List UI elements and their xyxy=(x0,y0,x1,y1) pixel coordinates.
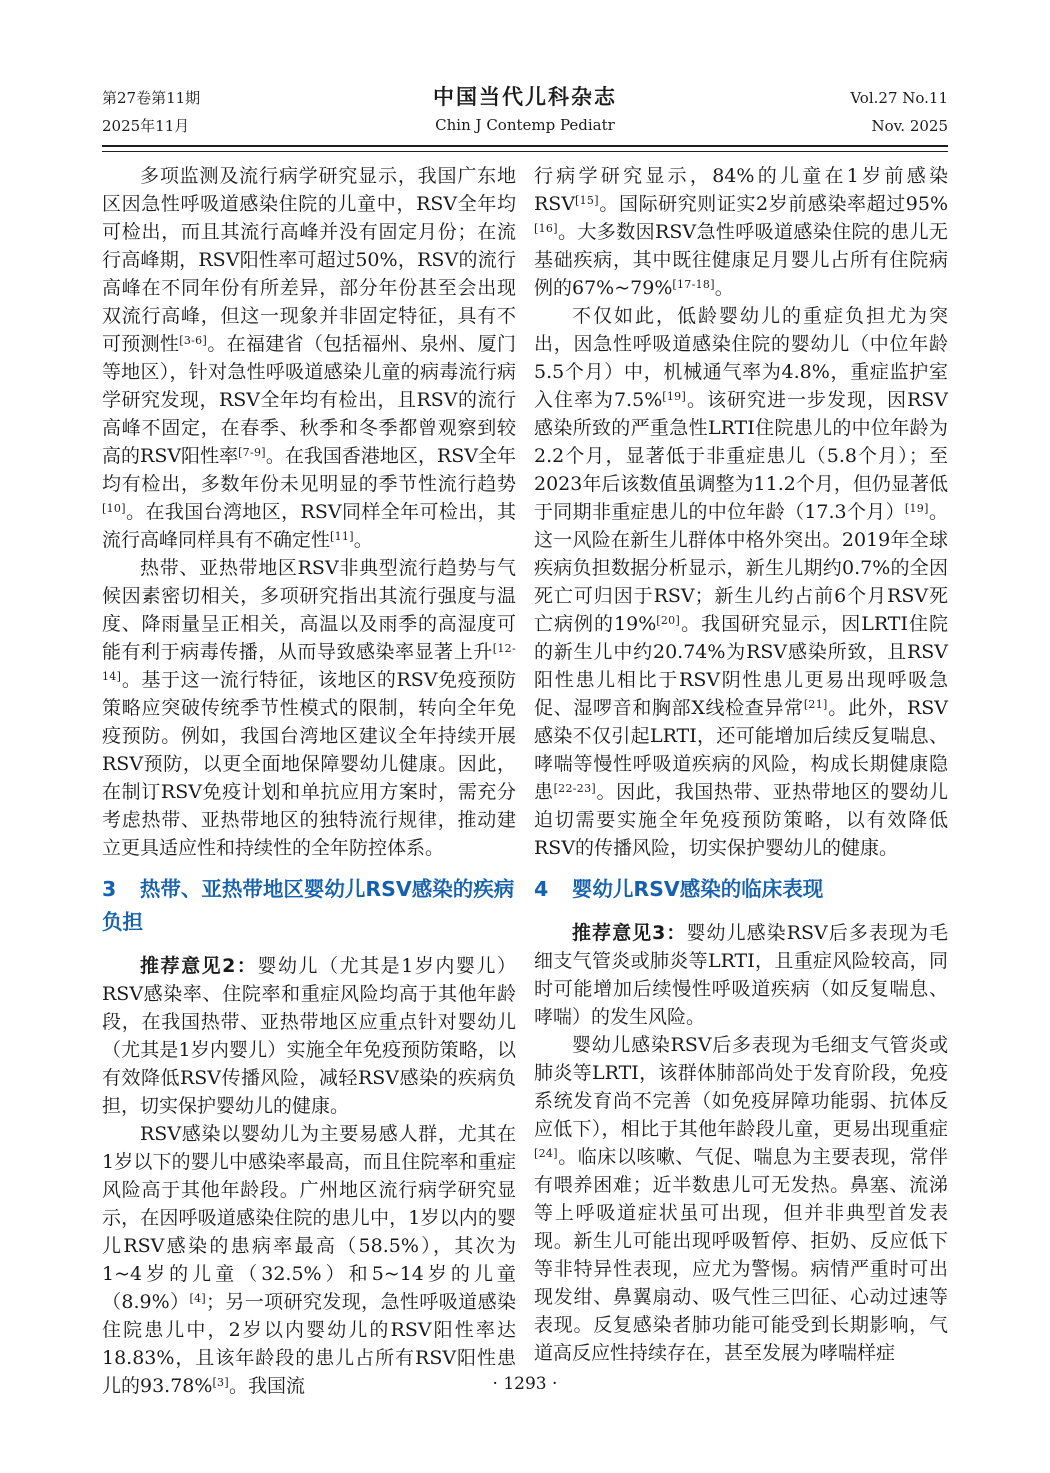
journal-title-en: Chin J Contemp Pediatr xyxy=(435,116,615,134)
paragraph: 不仅如此，低龄婴幼儿的重症负担尤为突出，因急性呼吸道感染住院的婴幼儿（中位年龄5.5个月）中，机械通气率为4.8%，重症监护室入住率为7.5%[19]。该研究进一步发现，因RSV感染所致的严重急性LRTI住院患儿的中位年龄为2.2个月，显著低于非重症患儿（5.8个月）；至2023年后该数值虽调整为11.2个月，但仍显著低于同期非重症患儿的中位年龄（17.3个月）[19]。这一风险在新生儿群体中格外突出。2019年全球疾病负担数据分析显示，新生儿期约0.7%的全因死亡可归因于RSV；新生儿约占前6个月RSV死亡病例的19%[20]。我国研究显示，因LRTI住院的新生儿中约20.74%为RSV感染所致，且RSV阳性患儿相比于RSV阴性患儿更易出现呼吸急促、湿啰音和胸部X线检查异常[21]。此外，RSV感染不仅引起LRTI，还可能增加后续反复喘息、哮喘等慢性呼吸道疾病的风险，构成长期健康隐患[22-23]。因此，我国热带、亚热带地区的婴幼儿迫切需要实施全年免疫预防策略，以有效降低RSV的传播风险，切实保护婴幼儿的健康。 xyxy=(534,304,948,859)
reference-superscript: [17-18] xyxy=(672,277,715,291)
reference-superscript: [16] xyxy=(534,221,558,235)
section-heading: 4 婴幼儿RSV感染的临床表现 xyxy=(534,876,824,901)
section-heading: 3 热带、亚热带地区婴幼儿RSV感染的疾病负担 xyxy=(102,876,515,934)
section-number: 3 xyxy=(102,876,117,901)
reference-superscript: [24] xyxy=(534,1146,558,1160)
reference-superscript: [10] xyxy=(102,501,126,515)
header-right-block xyxy=(748,84,948,140)
date-cn: 2025年11月 xyxy=(102,117,190,135)
right-column xyxy=(534,162,948,1400)
header-left-block xyxy=(102,84,302,140)
recommendation-label: 推荐意见2： xyxy=(140,954,258,977)
paragraph: 推荐意见2：婴幼儿（尤其是1岁内婴儿）RSV感染率、住院率和重症风险均高于其他年龄段，在我国热带、亚热带地区应重点针对婴幼儿（尤其是1岁内婴儿）实施全年免疫预防策略，以有效降低RSV传播风险，减轻RSV感染的疾病负担，切实保护婴幼儿的健康。 xyxy=(102,954,516,1117)
paragraph: 推荐意见3：婴幼儿感染RSV后多表现为毛细支气管炎或肺炎等LRTI，且重症风险较高，同时可能增加后续慢性呼吸道疾病（如反复喘息、哮喘）的发生风险。 xyxy=(534,921,948,1028)
reference-superscript: [15] xyxy=(575,193,599,207)
page-number: · 1293 · xyxy=(492,1374,558,1394)
article-body xyxy=(102,162,948,1400)
reference-superscript: [4] xyxy=(189,1291,206,1305)
reference-superscript: [7-9] xyxy=(238,445,266,459)
left-column xyxy=(102,162,516,1400)
reference-superscript: [3-6] xyxy=(179,333,208,347)
paragraph: 婴幼儿感染RSV后多表现为毛细支气管炎或肺炎等LRTI，该群体肺部尚处于发育阶段，免疫系统发育尚不完善（如免疫屏障功能弱、抗体反应低下），相比于其他年龄段儿童，更易出现重症[24]。临床以咳嗽、气促、喘息为主要表现，常伴有喂养困难；近半数患儿可无发热。鼻塞、流涕等上呼吸道症状虽可出现，但并非典型首发表现。新生儿可能出现呼吸暂停、拒奶、反应低下等非特异性表现，应尤为警惕。病情严重时可出现发绀、鼻翼扇动、吸气性三凹征、心动过速等表现。反复感染者肺功能可能受到长期影响，气道高反应性持续存在，甚至发展为哮喘样症 xyxy=(534,1033,948,1364)
journal-title-cn: 中国当代儿科杂志 xyxy=(433,84,617,109)
volume-issue-en: Vol.27 No.11 xyxy=(850,89,948,107)
reference-superscript: [21] xyxy=(803,697,828,711)
section-number: 4 xyxy=(534,876,549,901)
reference-superscript: [20] xyxy=(656,613,681,627)
reference-superscript: [12-14] xyxy=(102,641,516,683)
paragraph: 行病学研究显示，84%的儿童在1岁前感染RSV[15]。国际研究则证实2岁前感染率超过95%[16]。大多数因RSV急性呼吸道感染住院的患儿无基础疾病，其中既往健康足月婴儿占所有住院病例的67%~79%[17-18]。 xyxy=(534,164,948,299)
paragraph: RSV感染以婴幼儿为主要易感人群，尤其在1岁以下的婴儿中感染率最高，而且住院率和重症风险高于其他年龄段。广州地区流行病学研究显示，在因呼吸道感染住院的患儿中，1岁以内的婴儿RSV感染的患病率最高（58.5%），其次为1~4岁的儿童（32.5%）和5~14岁的儿童（8.9%）[4]；另一项研究发现，急性呼吸道感染住院患儿中，2岁以内婴幼儿的RSV阳性率达18.83%，且该年龄段的患儿占所有RSV阳性患儿的93.78%[3]。我国流 xyxy=(102,1122,516,1397)
header-divider-rule xyxy=(102,145,948,152)
reference-superscript: [19] xyxy=(662,389,687,403)
reference-superscript: [19] xyxy=(904,501,929,515)
reference-superscript: [22-23] xyxy=(553,781,596,795)
header-center-block xyxy=(302,84,748,138)
date-en: Nov. 2025 xyxy=(871,117,948,135)
reference-superscript: [3] xyxy=(212,1375,229,1389)
recommendation-label: 推荐意见3： xyxy=(572,921,687,944)
paragraph: 热带、亚热带地区RSV非典型流行趋势与气候因素密切相关，多项研究指出其流行强度与温度、降雨量呈正相关，高温以及雨季的高湿度可能有利于病毒传播，从而导致感染率显著上升[12-14]。基于这一流行特征，该地区的RSV免疫预防策略应突破传统季节性模式的限制，转向全年免疫预防。例如，我国台湾地区建议全年持续开展RSV预防，以更全面地保障婴幼儿健康。因此，在制订RSV免疫计划和单抗应用方案时，需充分考虑热带、亚热带地区的独特流行规律，推动建立更具适应性和持续性的全年防控体系。 xyxy=(102,556,516,859)
page-footer xyxy=(0,1373,1050,1395)
volume-issue-cn: 第27卷第11期 xyxy=(102,89,201,107)
page-header xyxy=(102,0,948,140)
reference-superscript: [11] xyxy=(330,529,354,543)
paragraph: 多项监测及流行病学研究显示，我国广东地区因急性呼吸道感染住院的儿童中，RSV全年均可检出，而且其流行高峰并没有固定月份；在流行高峰期，RSV阳性率可超过50%，RSV的流行高峰在不同年份有所差异，部分年份甚至会出现双流行高峰，但这一现象并非固定特征，具有不可预测性[3-6]。在福建省（包括福州、泉州、厦门等地区），针对急性呼吸道感染儿童的病毒流行病学研究发现，RSV全年均有检出，且RSV的流行高峰不固定，在春季、秋季和冬季都曾观察到较高的RSV阳性率[7-9]。在我国香港地区，RSV全年均有检出，多数年份未见明显的季节性流行趋势[10]。在我国台湾地区，RSV同样全年可检出，其流行高峰同样具有不确定性[11]。 xyxy=(102,164,517,551)
